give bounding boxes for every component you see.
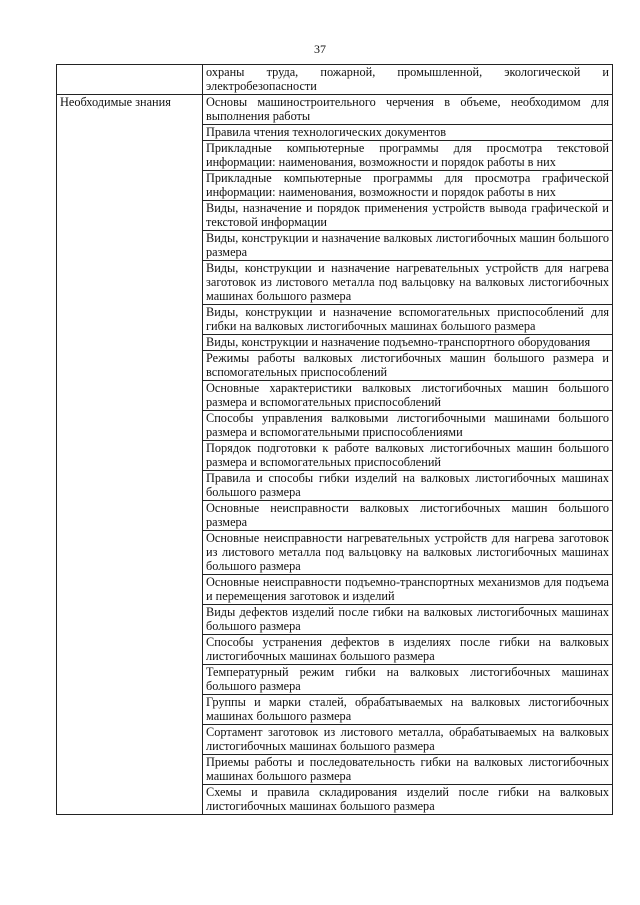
section-label-cell: Необходимые знания xyxy=(57,95,203,815)
knowledge-item: Способы устранения дефектов в изделиях после гибки на валковых листогибочных машинах большого размера xyxy=(203,635,613,665)
table-row xyxy=(57,65,613,95)
knowledge-item: Сортамент заготовок из листового металла, обрабатываемых на валковых листогибочных машинах большого размера xyxy=(203,725,613,755)
knowledge-item: Схемы и правила складирования изделий после гибки на валковых листогибочных машинах большого размера xyxy=(203,785,613,815)
table-row xyxy=(57,95,613,125)
knowledge-item: Основные неисправности нагревательных устройств для нагрева заготовок из листового металла под вальцовку на валковых листогибочных машинах большого размера xyxy=(203,531,613,575)
knowledge-item: Основные неисправности подъемно-транспортных механизмов для подъема и перемещения заготовок и изделий xyxy=(203,575,613,605)
knowledge-item: Виды, конструкции и назначение вспомогательных приспособлений для гибки на валковых листогибочных машинах большого размера xyxy=(203,305,613,335)
empty-label-cell xyxy=(57,65,203,95)
knowledge-item: Прикладные компьютерные программы для просмотра текстовой информации: наименования, возможности и порядок работы в них xyxy=(203,141,613,171)
knowledge-item: Приемы работы и последовательность гибки на валковых листогибочных машинах большого размера xyxy=(203,755,613,785)
knowledge-item: Виды, назначение и порядок применения устройств вывода графической и текстовой информации xyxy=(203,201,613,231)
knowledge-item: Правила и способы гибки изделий на валковых листогибочных машинах большого размера xyxy=(203,471,613,501)
knowledge-item: Правила чтения технологических документов xyxy=(203,125,613,141)
page-number: 37 xyxy=(314,42,326,56)
knowledge-item: Виды дефектов изделий после гибки на валковых листогибочных машинах большого размера xyxy=(203,605,613,635)
knowledge-item: Порядок подготовки к работе валковых листогибочных машин большого размера и вспомогательных приспособлений xyxy=(203,441,613,471)
knowledge-item: Способы управления валковыми листогибочными машинами большого размера и вспомогательными приспособлениями xyxy=(203,411,613,441)
continuation-cell: охраны труда, пожарной, промышленной, экологической и электробезопасности xyxy=(203,65,613,95)
knowledge-item: Виды, конструкции и назначение нагревательных устройств для нагрева заготовок из листового металла под вальцовку на валковых листогибочных машинах большого размера xyxy=(203,261,613,305)
table-body xyxy=(57,65,613,815)
knowledge-item: Основные характеристики валковых листогибочных машин большого размера и вспомогательных приспособлений xyxy=(203,381,613,411)
knowledge-item: Прикладные компьютерные программы для просмотра графической информации: наименования, возможности и порядок работы в них xyxy=(203,171,613,201)
knowledge-item: Основные неисправности валковых листогибочных машин большого размера xyxy=(203,501,613,531)
knowledge-item: Виды, конструкции и назначение валковых листогибочных машин большого размера xyxy=(203,231,613,261)
knowledge-item: Режимы работы валковых листогибочных машин большого размера и вспомогательных приспособлений xyxy=(203,351,613,381)
requirements-table xyxy=(56,64,613,815)
knowledge-item: Основы машиностроительного черчения в объеме, необходимом для выполнения работы xyxy=(203,95,613,125)
knowledge-item: Виды, конструкции и назначение подъемно-транспортного оборудования xyxy=(203,335,613,351)
knowledge-item: Температурный режим гибки на валковых листогибочных машинах большого размера xyxy=(203,665,613,695)
knowledge-item: Группы и марки сталей, обрабатываемых на валковых листогибочных машинах большого размера xyxy=(203,695,613,725)
